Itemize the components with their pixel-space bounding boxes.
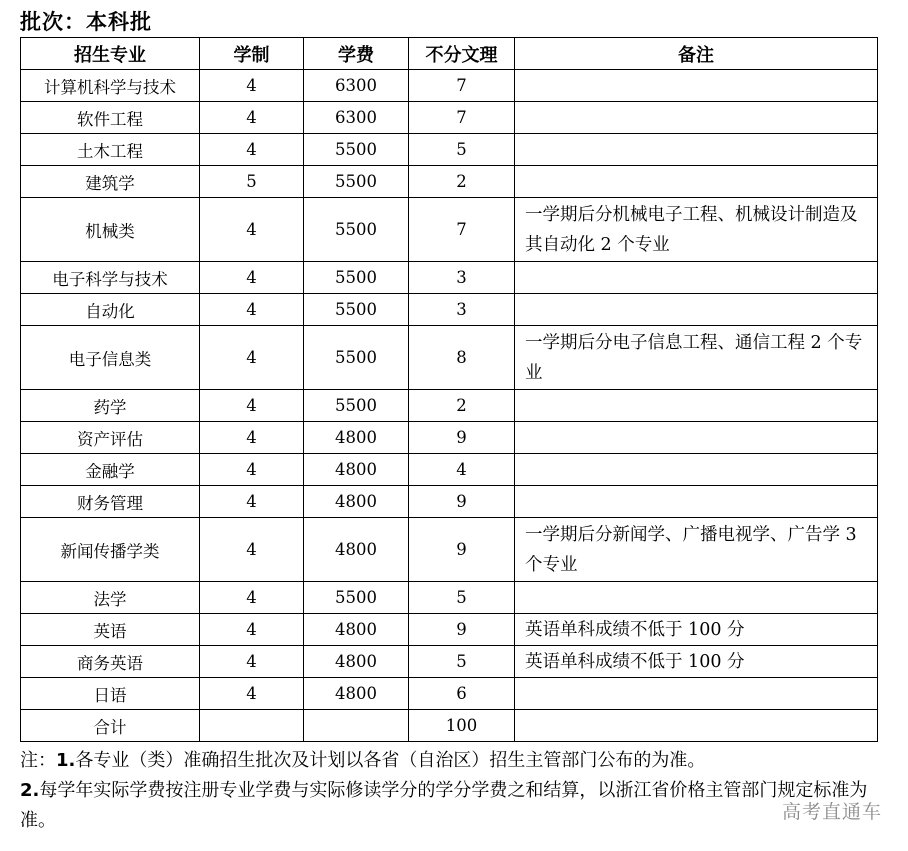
table-row [21, 422, 878, 454]
cell-years: 4 [200, 422, 304, 454]
cell-major: 建筑学 [21, 166, 200, 198]
cell-major: 英语 [21, 614, 200, 646]
footnote-2-text: 每学年实际学费按注册专业学费与实际修读学分的学分学费之和结算，以浙江省价格主管部门规定标准为准。 [20, 780, 868, 831]
cell-note [515, 294, 878, 326]
footnotes [20, 746, 880, 836]
cell-years: 4 [200, 262, 304, 294]
cell-major: 药学 [21, 390, 200, 422]
footnote-1-text: 各专业（类）准确招生批次及计划以各省（自治区）招生主管部门公布的为准。 [75, 750, 706, 771]
cell-major: 电子科学与技术 [21, 262, 200, 294]
cell-note: 一学期后分电子信息工程、通信工程 2 个专业 [515, 326, 878, 390]
footnote-2 [20, 776, 880, 836]
cell-fee: 5500 [304, 294, 409, 326]
cell-quota: 5 [409, 134, 515, 166]
cell-quota: 6 [409, 678, 515, 710]
cell-fee: 6300 [304, 102, 409, 134]
cell-note [515, 422, 878, 454]
cell-years: 5 [200, 166, 304, 198]
cell-note [515, 582, 878, 614]
cell-fee: 4800 [304, 646, 409, 678]
cell-years: 4 [200, 582, 304, 614]
cell-years: 4 [200, 678, 304, 710]
cell-major: 机械类 [21, 198, 200, 262]
cell-note [515, 390, 878, 422]
cell-fee: 6300 [304, 70, 409, 102]
cell-quota: 7 [409, 198, 515, 262]
cell-quota: 9 [409, 422, 515, 454]
cell-major: 计算机科学与技术 [21, 70, 200, 102]
cell-note [515, 166, 878, 198]
cell-quota: 7 [409, 102, 515, 134]
cell-years: 4 [200, 326, 304, 390]
total-label: 合计 [21, 710, 200, 742]
watermark: 高考直通车 [781, 801, 882, 823]
cell-years: 4 [200, 518, 304, 582]
cell-note [515, 262, 878, 294]
cell-quota: 2 [409, 166, 515, 198]
cell-major: 日语 [21, 678, 200, 710]
cell-quota: 7 [409, 70, 515, 102]
footnote-prefix: 注： [20, 750, 56, 771]
page-title: 批次：本科批 [20, 10, 152, 34]
table-row [21, 518, 878, 582]
cell-quota: 5 [409, 582, 515, 614]
cell-years: 4 [200, 134, 304, 166]
cell-years: 4 [200, 390, 304, 422]
cell-fee: 4800 [304, 678, 409, 710]
table-row [21, 102, 878, 134]
cell-fee: 5500 [304, 390, 409, 422]
cell-note: 英语单科成绩不低于 100 分 [515, 646, 878, 678]
cell-note [515, 134, 878, 166]
total-fee [304, 710, 409, 742]
cell-note: 一学期后分机械电子工程、机械设计制造及其自动化 2 个专业 [515, 198, 878, 262]
cell-quota: 3 [409, 294, 515, 326]
cell-major: 电子信息类 [21, 326, 200, 390]
cell-fee: 4800 [304, 614, 409, 646]
cell-note: 英语单科成绩不低于 100 分 [515, 614, 878, 646]
cell-note [515, 70, 878, 102]
cell-major: 资产评估 [21, 422, 200, 454]
cell-major: 财务管理 [21, 486, 200, 518]
cell-major: 土木工程 [21, 134, 200, 166]
cell-fee: 4800 [304, 422, 409, 454]
footnote-1-number: 1. [56, 750, 76, 771]
table-row [21, 166, 878, 198]
table-row [21, 614, 878, 646]
cell-years: 4 [200, 70, 304, 102]
cell-quota: 5 [409, 646, 515, 678]
cell-note [515, 486, 878, 518]
cell-major: 金融学 [21, 454, 200, 486]
table-row [21, 454, 878, 486]
cell-quota: 2 [409, 390, 515, 422]
total-note [515, 710, 878, 742]
cell-fee: 5500 [304, 198, 409, 262]
cell-fee: 5500 [304, 326, 409, 390]
table-row [21, 678, 878, 710]
total-years [200, 710, 304, 742]
header-note: 备注 [515, 38, 878, 70]
total-quota: 100 [409, 710, 515, 742]
cell-quota: 8 [409, 326, 515, 390]
cell-major: 自动化 [21, 294, 200, 326]
table-total-row [21, 710, 878, 742]
table-row [21, 198, 878, 262]
header-years: 学制 [200, 38, 304, 70]
cell-years: 4 [200, 646, 304, 678]
cell-years: 4 [200, 102, 304, 134]
cell-years: 4 [200, 614, 304, 646]
cell-quota: 9 [409, 518, 515, 582]
footnote-2-number: 2. [20, 780, 40, 801]
cell-note [515, 454, 878, 486]
cell-major: 法学 [21, 582, 200, 614]
cell-years: 4 [200, 294, 304, 326]
cell-fee: 5500 [304, 166, 409, 198]
cell-quota: 9 [409, 614, 515, 646]
cell-years: 4 [200, 198, 304, 262]
header-quota: 不分文理 [409, 38, 515, 70]
cell-note [515, 102, 878, 134]
cell-fee: 4800 [304, 518, 409, 582]
header-fee: 学费 [304, 38, 409, 70]
header-major: 招生专业 [21, 38, 200, 70]
cell-major: 新闻传播学类 [21, 518, 200, 582]
cell-note [515, 678, 878, 710]
cell-fee: 5500 [304, 262, 409, 294]
table-row [21, 70, 878, 102]
cell-note: 一学期后分新闻学、广播电视学、广告学 3 个专业 [515, 518, 878, 582]
cell-quota: 3 [409, 262, 515, 294]
table-row [21, 390, 878, 422]
table-row [21, 646, 878, 678]
enrollment-plan-table [20, 37, 878, 742]
cell-quota: 9 [409, 486, 515, 518]
table-row [21, 326, 878, 390]
cell-fee: 5500 [304, 134, 409, 166]
table-row [21, 294, 878, 326]
cell-major: 软件工程 [21, 102, 200, 134]
footnote-1 [20, 746, 880, 776]
cell-quota: 4 [409, 454, 515, 486]
cell-major: 商务英语 [21, 646, 200, 678]
table-header-row [21, 38, 878, 70]
table-row [21, 134, 878, 166]
cell-years: 4 [200, 486, 304, 518]
cell-years: 4 [200, 454, 304, 486]
table-row [21, 262, 878, 294]
table-row [21, 582, 878, 614]
cell-fee: 4800 [304, 486, 409, 518]
cell-fee: 4800 [304, 454, 409, 486]
cell-fee: 5500 [304, 582, 409, 614]
table-row [21, 486, 878, 518]
